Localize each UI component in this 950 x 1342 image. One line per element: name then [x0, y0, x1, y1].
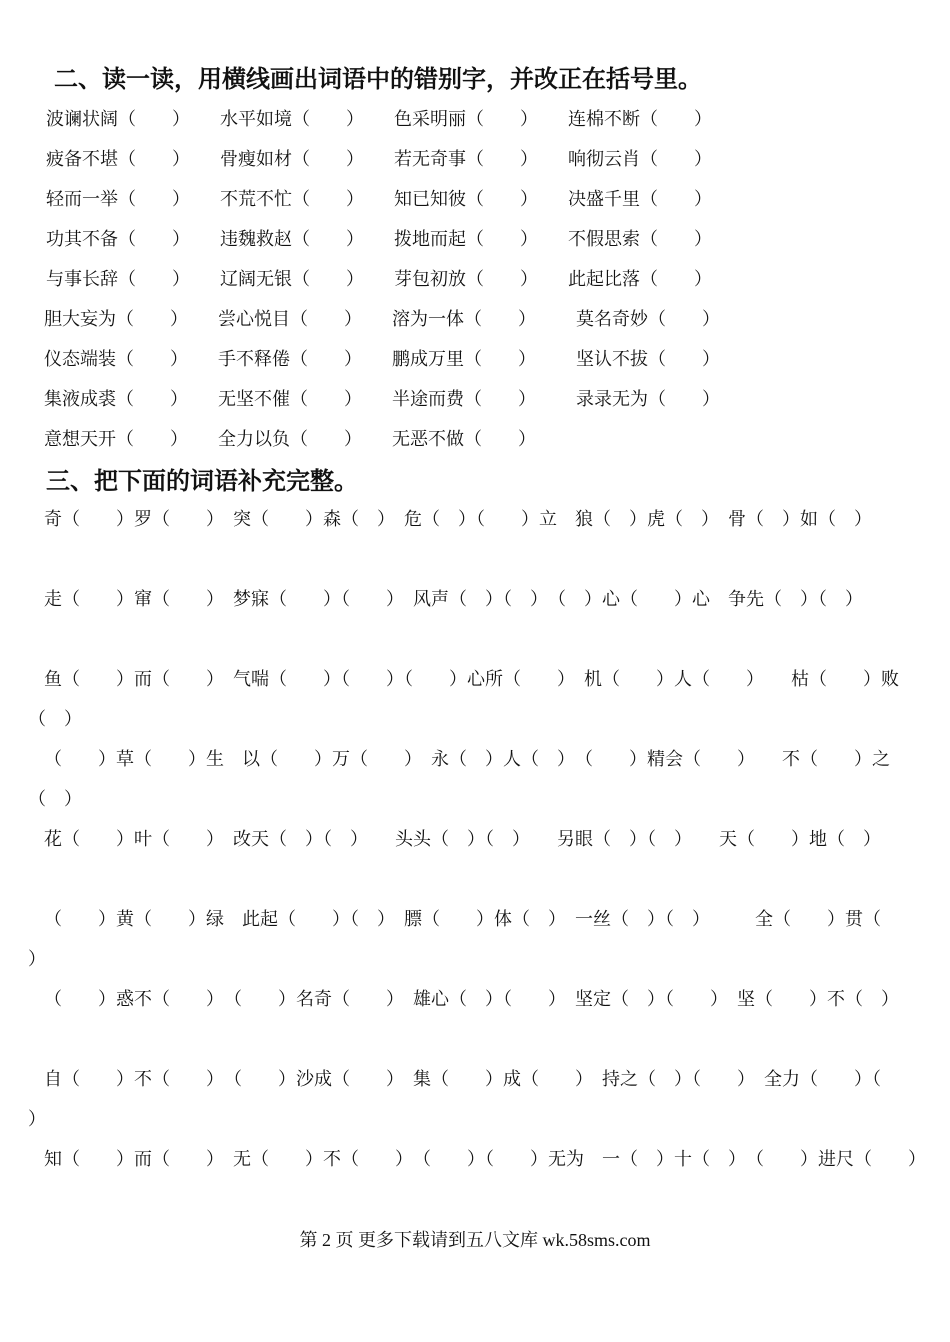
idiom-cell: 溶为一体（ ） [392, 309, 536, 330]
idiom-cell: 骨瘦如材（ ） [220, 149, 364, 170]
idiom-cell: 响彻云肖（ ） [568, 149, 712, 170]
fill-in-line: 走（ ）窜（ ） 梦寐（ ）（ ） 风声（ ）（ ） （ ）心（ ）心 争先（ ）（ ） [44, 589, 863, 610]
idiom-cell: 不假思索（ ） [568, 229, 712, 250]
idiom-cell: 鹏成万里（ ） [392, 349, 536, 370]
idiom-cell: 轻而一举（ ） [46, 189, 190, 210]
idiom-cell: 不荒不忙（ ） [220, 189, 364, 210]
idiom-cell: 录录无为（ ） [576, 389, 720, 410]
idiom-cell: 无坚不催（ ） [218, 389, 362, 410]
fill-in-line: 鱼（ ）而（ ） 气喘（ ）（ ）（ ）心所（ ） 机（ ）人（ ） 枯（ ）败（ ） [28, 669, 899, 730]
idiom-cell: 坚认不拔（ ） [576, 349, 720, 370]
idiom-cell: 芽包初放（ ） [394, 269, 538, 290]
fill-in-line: 奇（ ）罗（ ） 突（ ）森（ ） 危（ ）（ ）立 狼（ ）虎（ ） 骨（ ）如（ ） [44, 509, 872, 530]
idiom-cell: 仪态端装（ ） [44, 349, 188, 370]
idiom-cell: 尝心悦目（ ） [218, 309, 362, 330]
idiom-cell: 连棉不断（ ） [568, 109, 712, 130]
idiom-cell: 此起比落（ ） [568, 269, 712, 290]
idiom-cell: 手不释倦（ ） [218, 349, 362, 370]
idiom-cell: 全力以负（ ） [218, 429, 362, 450]
idiom-cell: 功其不备（ ） [46, 229, 190, 250]
idiom-cell: 知已知彼（ ） [394, 189, 538, 210]
fill-in-line: 自（ ）不（ ） （ ）沙成（ ） 集（ ）成（ ） 持之（ ）（ ） 全力（ ）（ ） [28, 1069, 917, 1130]
fill-in-line: （ ）草（ ）生 以（ ）万（ ） 永（ ）人（ ） （ ）精会（ ） 不（ ）之（ ） [28, 749, 890, 810]
fill-in-line: （ ）黄（ ）绿 此起（ ）（ ） 膘（ ）体（ ） 一丝（ ）（ ） 全（ ）贯（ ） [28, 909, 917, 970]
idiom-cell: 色采明丽（ ） [394, 109, 538, 130]
idiom-cell: 拨地而起（ ） [394, 229, 538, 250]
fill-in-line: 花（ ）叶（ ） 改天（ ）（ ） 头头（ ）（ ） 另眼（ ）（ ） 天（ ）地（ ） [44, 829, 881, 850]
idiom-cell: 波谰状阔（ ） [46, 109, 190, 130]
section3-heading: 三、把下面的词语补充完整。 [46, 467, 358, 495]
idiom-cell: 胆大妄为（ ） [44, 309, 188, 330]
idiom-cell: 水平如境（ ） [220, 109, 364, 130]
idiom-cell: 决盛千里（ ） [568, 189, 712, 210]
section2-heading: 二、读一读，用横线画出词语中的错别字，并改正在括号里。 [54, 65, 702, 93]
idiom-cell: 莫名奇妙（ ） [576, 309, 720, 330]
idiom-cell: 辽阔无银（ ） [220, 269, 364, 290]
fill-in-line: 知（ ）而（ ） 无（ ）不（ ） （ ）（ ）无为 一（ ）十（ ） （ ）进尺（ ） [44, 1149, 926, 1170]
idiom-cell: 违魏救赵（ ） [220, 229, 364, 250]
page-footer: 第 2 页 更多下载请到五八文库 wk.58sms.com [299, 1230, 651, 1250]
fill-in-line: （ ）惑不（ ） （ ）名奇（ ） 雄心（ ）（ ） 坚定（ ）（ ） 坚（ ）不（ ） [44, 989, 899, 1010]
idiom-cell: 意想天开（ ） [44, 429, 188, 450]
idiom-cell: 与事长辞（ ） [46, 269, 190, 290]
idiom-cell: 疲备不堪（ ） [46, 149, 190, 170]
idiom-cell: 若无奇事（ ） [394, 149, 538, 170]
idiom-cell: 集液成裘（ ） [44, 389, 188, 410]
idiom-cell: 半途而费（ ） [392, 389, 536, 410]
idiom-cell: 无恶不做（ ） [392, 429, 536, 450]
